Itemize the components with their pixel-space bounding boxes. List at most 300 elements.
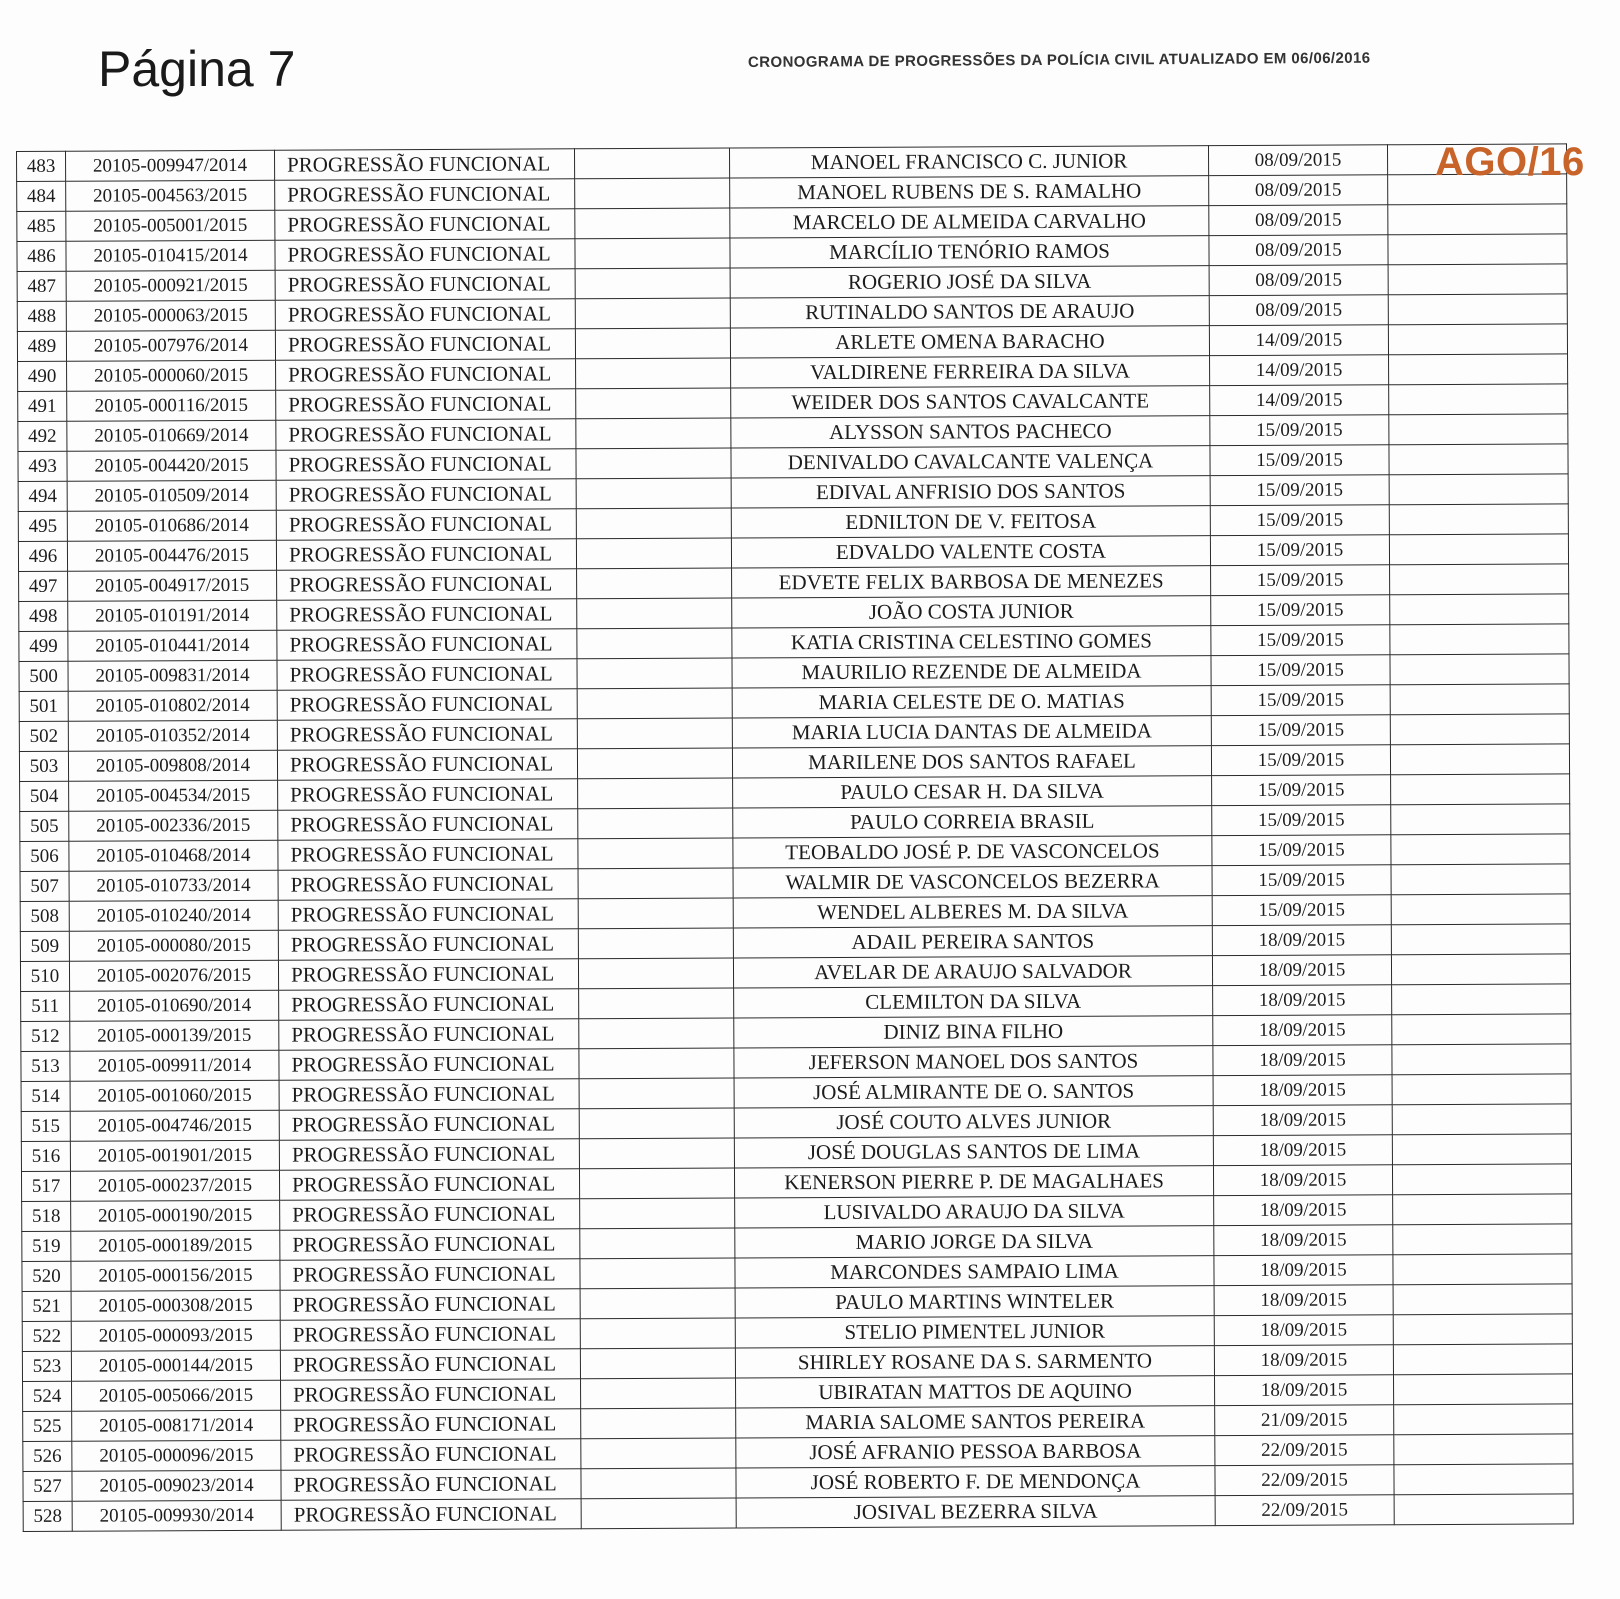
empty-cell bbox=[1389, 354, 1568, 385]
empty-cell bbox=[577, 628, 732, 659]
date-cell: 18/09/2015 bbox=[1214, 1255, 1393, 1286]
row-number-cell: 525 bbox=[23, 1411, 72, 1441]
progression-type-cell: PROGRESSÃO FUNCIONAL bbox=[276, 419, 576, 450]
progression-type-cell: PROGRESSÃO FUNCIONAL bbox=[280, 1319, 580, 1350]
empty-cell bbox=[1391, 774, 1570, 805]
date-cell: 14/09/2015 bbox=[1210, 385, 1389, 416]
empty-cell bbox=[1390, 654, 1569, 685]
row-number-cell: 528 bbox=[23, 1501, 72, 1531]
empty-cell bbox=[574, 148, 729, 179]
empty-cell bbox=[1390, 744, 1569, 775]
empty-cell bbox=[579, 1168, 734, 1199]
progression-type-cell: PROGRESSÃO FUNCIONAL bbox=[277, 719, 577, 750]
row-number-cell: 496 bbox=[18, 541, 67, 571]
progression-type-cell: PROGRESSÃO FUNCIONAL bbox=[278, 929, 578, 960]
employee-name-cell: AVELAR DE ARAUJO SALVADOR bbox=[733, 956, 1212, 988]
progression-type-cell: PROGRESSÃO FUNCIONAL bbox=[278, 959, 578, 990]
row-number-cell: 517 bbox=[21, 1171, 70, 1201]
progression-type-cell: PROGRESSÃO FUNCIONAL bbox=[276, 509, 576, 540]
row-number-cell: 504 bbox=[20, 781, 69, 811]
progression-type-cell: PROGRESSÃO FUNCIONAL bbox=[279, 989, 579, 1020]
date-cell: 08/09/2015 bbox=[1209, 295, 1388, 326]
row-number-cell: 526 bbox=[23, 1441, 72, 1471]
employee-name-cell: MARILENE DOS SANTOS RAFAEL bbox=[732, 746, 1211, 778]
row-number-cell: 514 bbox=[21, 1081, 70, 1111]
date-cell: 14/09/2015 bbox=[1209, 325, 1388, 356]
table-row bbox=[23, 1494, 1573, 1532]
empty-cell bbox=[1393, 1254, 1572, 1285]
date-cell: 18/09/2015 bbox=[1212, 955, 1391, 986]
empty-cell bbox=[576, 388, 731, 419]
progression-type-cell: PROGRESSÃO FUNCIONAL bbox=[278, 899, 578, 930]
employee-name-cell: RUTINALDO SANTOS DE ARAUJO bbox=[730, 296, 1209, 328]
date-cell: 15/09/2015 bbox=[1210, 535, 1389, 566]
progression-type-cell: PROGRESSÃO FUNCIONAL bbox=[281, 1499, 581, 1530]
progression-type-cell: PROGRESSÃO FUNCIONAL bbox=[281, 1439, 581, 1470]
process-number-cell: 20105-000308/2015 bbox=[71, 1290, 280, 1321]
employee-name-cell: PAULO CESAR H. DA SILVA bbox=[733, 776, 1212, 808]
progression-type-cell: PROGRESSÃO FUNCIONAL bbox=[275, 329, 575, 360]
employee-name-cell: KENERSON PIERRE P. DE MAGALHAES bbox=[734, 1166, 1213, 1198]
employee-name-cell: VALDIRENE FERREIRA DA SILVA bbox=[731, 356, 1210, 388]
empty-cell bbox=[1392, 1044, 1571, 1075]
employee-name-cell: JOSÉ COUTO ALVES JUNIOR bbox=[734, 1106, 1213, 1138]
row-number-cell: 484 bbox=[17, 181, 66, 211]
date-cell: 15/09/2015 bbox=[1211, 565, 1390, 596]
process-number-cell: 20105-009947/2014 bbox=[66, 150, 275, 181]
empty-cell bbox=[1393, 1374, 1572, 1405]
process-number-cell: 20105-010686/2014 bbox=[67, 510, 276, 541]
empty-cell bbox=[1390, 564, 1569, 595]
process-number-cell: 20105-004534/2015 bbox=[69, 780, 278, 811]
employee-name-cell: JOSÉ AFRANIO PESSOA BARBOSA bbox=[736, 1436, 1215, 1468]
employee-name-cell: JOSÉ ROBERTO F. DE MENDONÇA bbox=[736, 1466, 1215, 1498]
date-cell: 15/09/2015 bbox=[1212, 865, 1391, 896]
empty-cell bbox=[1388, 294, 1567, 325]
row-number-cell: 512 bbox=[21, 1021, 70, 1051]
date-cell: 18/09/2015 bbox=[1214, 1225, 1393, 1256]
process-number-cell: 20105-000063/2015 bbox=[66, 300, 275, 331]
empty-cell bbox=[581, 1498, 736, 1529]
process-number-cell: 20105-000144/2015 bbox=[71, 1350, 280, 1381]
progression-type-cell: PROGRESSÃO FUNCIONAL bbox=[280, 1259, 580, 1290]
date-cell: 08/09/2015 bbox=[1209, 265, 1388, 296]
empty-cell bbox=[1392, 984, 1571, 1015]
progression-type-cell: PROGRESSÃO FUNCIONAL bbox=[279, 1079, 579, 1110]
progression-type-cell: PROGRESSÃO FUNCIONAL bbox=[277, 659, 577, 690]
progression-type-cell: PROGRESSÃO FUNCIONAL bbox=[280, 1289, 580, 1320]
process-number-cell: 20105-010415/2014 bbox=[66, 240, 275, 271]
row-number-cell: 509 bbox=[20, 931, 69, 961]
employee-name-cell: MAURILIO REZENDE DE ALMEIDA bbox=[732, 656, 1211, 688]
row-number-cell: 507 bbox=[20, 871, 69, 901]
empty-cell bbox=[578, 868, 733, 899]
progression-type-cell: PROGRESSÃO FUNCIONAL bbox=[279, 1109, 579, 1140]
employee-name-cell: JOÃO COSTA JUNIOR bbox=[732, 596, 1211, 628]
date-cell: 15/09/2015 bbox=[1211, 745, 1390, 776]
row-number-cell: 523 bbox=[22, 1351, 71, 1381]
row-number-cell: 521 bbox=[22, 1291, 71, 1321]
empty-cell bbox=[1392, 1014, 1571, 1045]
empty-cell bbox=[576, 418, 731, 449]
empty-cell bbox=[576, 448, 731, 479]
empty-cell bbox=[1390, 714, 1569, 745]
process-number-cell: 20105-000080/2015 bbox=[69, 930, 278, 961]
empty-cell bbox=[579, 1108, 734, 1139]
empty-cell bbox=[1388, 234, 1567, 265]
date-cell: 15/09/2015 bbox=[1211, 655, 1390, 686]
progression-type-cell: PROGRESSÃO FUNCIONAL bbox=[277, 569, 577, 600]
empty-cell bbox=[1388, 204, 1567, 235]
date-cell: 15/09/2015 bbox=[1211, 685, 1390, 716]
process-number-cell: 20105-010802/2014 bbox=[68, 690, 277, 721]
empty-cell bbox=[581, 1408, 736, 1439]
row-number-cell: 508 bbox=[20, 901, 69, 931]
progression-type-cell: PROGRESSÃO FUNCIONAL bbox=[281, 1379, 581, 1410]
process-number-cell: 20105-000921/2015 bbox=[66, 270, 275, 301]
row-number-cell: 494 bbox=[18, 481, 67, 511]
employee-name-cell: MANOEL RUBENS DE S. RAMALHO bbox=[730, 176, 1209, 208]
employee-name-cell: DENIVALDO CAVALCANTE VALENÇA bbox=[731, 446, 1210, 478]
progression-type-cell: PROGRESSÃO FUNCIONAL bbox=[277, 749, 577, 780]
row-number-cell: 492 bbox=[18, 421, 67, 451]
empty-cell bbox=[1388, 324, 1567, 355]
row-number-cell: 511 bbox=[21, 991, 70, 1021]
empty-cell bbox=[580, 1348, 735, 1379]
progression-table bbox=[16, 143, 1574, 1532]
date-cell: 08/09/2015 bbox=[1208, 145, 1387, 176]
date-cell: 15/09/2015 bbox=[1211, 715, 1390, 746]
date-cell: 21/09/2015 bbox=[1215, 1405, 1394, 1436]
month-tag: AGO/16 bbox=[1435, 140, 1585, 184]
process-number-cell: 20105-004746/2015 bbox=[70, 1110, 279, 1141]
progression-type-cell: PROGRESSÃO FUNCIONAL bbox=[275, 269, 575, 300]
date-cell: 08/09/2015 bbox=[1209, 235, 1388, 266]
employee-name-cell: MARCÍLIO TENÓRIO RAMOS bbox=[730, 236, 1209, 268]
progression-table-body bbox=[17, 144, 1574, 1532]
date-cell: 18/09/2015 bbox=[1212, 925, 1391, 956]
employee-name-cell: PAULO CORREIA BRASIL bbox=[733, 806, 1212, 838]
process-number-cell: 20105-000190/2015 bbox=[71, 1200, 280, 1231]
process-number-cell: 20105-010509/2014 bbox=[67, 480, 276, 511]
employee-name-cell: WALMIR DE VASCONCELOS BEZERRA bbox=[733, 866, 1212, 898]
row-number-cell: 487 bbox=[17, 271, 66, 301]
empty-cell bbox=[578, 808, 733, 839]
empty-cell bbox=[1394, 1434, 1573, 1465]
date-cell: 15/09/2015 bbox=[1212, 775, 1391, 806]
date-cell: 15/09/2015 bbox=[1210, 415, 1389, 446]
empty-cell bbox=[1392, 1074, 1571, 1105]
employee-name-cell: CLEMILTON DA SILVA bbox=[734, 986, 1213, 1018]
empty-cell bbox=[577, 568, 732, 599]
row-number-cell: 483 bbox=[17, 151, 66, 181]
progression-type-cell: PROGRESSÃO FUNCIONAL bbox=[279, 1139, 579, 1170]
process-number-cell: 20105-002076/2015 bbox=[69, 960, 278, 991]
empty-cell bbox=[578, 838, 733, 869]
employee-name-cell: MANOEL FRANCISCO C. JUNIOR bbox=[729, 146, 1208, 178]
process-number-cell: 20105-010191/2014 bbox=[68, 600, 277, 631]
progression-type-cell: PROGRESSÃO FUNCIONAL bbox=[281, 1469, 581, 1500]
date-cell: 18/09/2015 bbox=[1214, 1375, 1393, 1406]
process-number-cell: 20105-002336/2015 bbox=[69, 810, 278, 841]
empty-cell bbox=[578, 778, 733, 809]
date-cell: 15/09/2015 bbox=[1210, 445, 1389, 476]
employee-name-cell: LUSIVALDO ARAUJO DA SILVA bbox=[735, 1196, 1214, 1228]
empty-cell bbox=[575, 178, 730, 209]
empty-cell bbox=[1389, 534, 1568, 565]
row-number-cell: 493 bbox=[18, 451, 67, 481]
process-number-cell: 20105-008171/2014 bbox=[72, 1410, 281, 1441]
process-number-cell: 20105-000116/2015 bbox=[67, 390, 276, 421]
process-number-cell: 20105-009831/2014 bbox=[68, 660, 277, 691]
empty-cell bbox=[1393, 1224, 1572, 1255]
employee-name-cell: JOSÉ DOUGLAS SANTOS DE LIMA bbox=[734, 1136, 1213, 1168]
date-cell: 15/09/2015 bbox=[1212, 835, 1391, 866]
employee-name-cell: MARIA LUCIA DANTAS DE ALMEIDA bbox=[732, 716, 1211, 748]
employee-name-cell: PAULO MARTINS WINTELER bbox=[735, 1286, 1214, 1318]
empty-cell bbox=[1389, 384, 1568, 415]
row-number-cell: 522 bbox=[22, 1321, 71, 1351]
date-cell: 15/09/2015 bbox=[1210, 475, 1389, 506]
employee-name-cell: WEIDER DOS SANTOS CAVALCANTE bbox=[731, 386, 1210, 418]
date-cell: 15/09/2015 bbox=[1210, 505, 1389, 536]
employee-name-cell: MARCELO DE ALMEIDA CARVALHO bbox=[730, 206, 1209, 238]
empty-cell bbox=[1392, 1104, 1571, 1135]
empty-cell bbox=[1391, 894, 1570, 925]
process-number-cell: 20105-004420/2015 bbox=[67, 450, 276, 481]
row-number-cell: 524 bbox=[23, 1381, 72, 1411]
progression-type-cell: PROGRESSÃO FUNCIONAL bbox=[278, 839, 578, 870]
date-cell: 22/09/2015 bbox=[1215, 1435, 1394, 1466]
empty-cell bbox=[575, 268, 730, 299]
row-number-cell: 499 bbox=[19, 631, 68, 661]
empty-cell bbox=[1389, 414, 1568, 445]
empty-cell bbox=[1389, 474, 1568, 505]
employee-name-cell: DINIZ BINA FILHO bbox=[734, 1016, 1213, 1048]
process-number-cell: 20105-009808/2014 bbox=[68, 750, 277, 781]
process-number-cell: 20105-001901/2015 bbox=[70, 1140, 279, 1171]
row-number-cell: 486 bbox=[17, 241, 66, 271]
process-number-cell: 20105-001060/2015 bbox=[70, 1080, 279, 1111]
empty-cell bbox=[1394, 1494, 1573, 1525]
row-number-cell: 510 bbox=[20, 961, 69, 991]
process-number-cell: 20105-000189/2015 bbox=[71, 1230, 280, 1261]
empty-cell bbox=[576, 508, 731, 539]
empty-cell bbox=[576, 478, 731, 509]
empty-cell bbox=[577, 598, 732, 629]
employee-name-cell: EDNILTON DE V. FEITOSA bbox=[731, 506, 1210, 538]
page-number-label: Página 7 bbox=[98, 41, 296, 97]
date-cell: 18/09/2015 bbox=[1214, 1345, 1393, 1376]
employee-name-cell: EDIVAL ANFRISIO DOS SANTOS bbox=[731, 476, 1210, 508]
empty-cell bbox=[581, 1438, 736, 1469]
empty-cell bbox=[576, 538, 731, 569]
process-number-cell: 20105-010352/2014 bbox=[68, 720, 277, 751]
employee-name-cell: JOSÉ ALMIRANTE DE O. SANTOS bbox=[734, 1076, 1213, 1108]
progression-type-cell: PROGRESSÃO FUNCIONAL bbox=[278, 869, 578, 900]
employee-name-cell: SHIRLEY ROSANE DA S. SARMENTO bbox=[735, 1346, 1214, 1378]
empty-cell bbox=[1391, 834, 1570, 865]
progression-type-cell: PROGRESSÃO FUNCIONAL bbox=[280, 1349, 580, 1380]
row-number-cell: 515 bbox=[21, 1111, 70, 1141]
progression-type-cell: PROGRESSÃO FUNCIONAL bbox=[278, 809, 578, 840]
process-number-cell: 20105-009911/2014 bbox=[70, 1050, 279, 1081]
empty-cell bbox=[581, 1468, 736, 1499]
date-cell: 18/09/2015 bbox=[1213, 1015, 1392, 1046]
date-cell: 18/09/2015 bbox=[1213, 1165, 1392, 1196]
empty-cell bbox=[1389, 444, 1568, 475]
employee-name-cell: MARIA SALOME SANTOS PEREIRA bbox=[736, 1406, 1215, 1438]
row-number-cell: 497 bbox=[19, 571, 68, 601]
empty-cell bbox=[576, 358, 731, 389]
process-number-cell: 20105-010441/2014 bbox=[68, 630, 277, 661]
process-number-cell: 20105-010690/2014 bbox=[70, 990, 279, 1021]
empty-cell bbox=[1390, 594, 1569, 625]
row-number-cell: 519 bbox=[22, 1231, 71, 1261]
row-number-cell: 505 bbox=[20, 811, 69, 841]
date-cell: 22/09/2015 bbox=[1215, 1495, 1394, 1526]
date-cell: 15/09/2015 bbox=[1211, 595, 1390, 626]
empty-cell bbox=[1393, 1284, 1572, 1315]
empty-cell bbox=[578, 928, 733, 959]
progression-type-cell: PROGRESSÃO FUNCIONAL bbox=[280, 1199, 580, 1230]
progression-type-cell: PROGRESSÃO FUNCIONAL bbox=[279, 1049, 579, 1080]
employee-name-cell: ARLETE OMENA BARACHO bbox=[730, 326, 1209, 358]
process-number-cell: 20105-010669/2014 bbox=[67, 420, 276, 451]
empty-cell bbox=[1390, 684, 1569, 715]
empty-cell bbox=[1391, 924, 1570, 955]
date-cell: 08/09/2015 bbox=[1209, 175, 1388, 206]
progression-type-cell: PROGRESSÃO FUNCIONAL bbox=[276, 359, 576, 390]
row-number-cell: 520 bbox=[22, 1261, 71, 1291]
empty-cell bbox=[1393, 1314, 1572, 1345]
empty-cell bbox=[581, 1378, 736, 1409]
process-number-cell: 20105-000096/2015 bbox=[72, 1440, 281, 1471]
employee-name-cell: MARIO JORGE DA SILVA bbox=[735, 1226, 1214, 1258]
progression-type-cell: PROGRESSÃO FUNCIONAL bbox=[275, 179, 575, 210]
employee-name-cell: MARCONDES SAMPAIO LIMA bbox=[735, 1256, 1214, 1288]
row-number-cell: 501 bbox=[19, 691, 68, 721]
date-cell: 22/09/2015 bbox=[1215, 1465, 1394, 1496]
process-number-cell: 20105-005066/2015 bbox=[72, 1380, 281, 1411]
progression-type-cell: PROGRESSÃO FUNCIONAL bbox=[275, 209, 575, 240]
process-number-cell: 20105-000139/2015 bbox=[70, 1020, 279, 1051]
row-number-cell: 513 bbox=[21, 1051, 70, 1081]
progression-type-cell: PROGRESSÃO FUNCIONAL bbox=[278, 779, 578, 810]
process-number-cell: 20105-004563/2015 bbox=[66, 180, 275, 211]
date-cell: 18/09/2015 bbox=[1213, 1075, 1392, 1106]
process-number-cell: 20105-009023/2014 bbox=[72, 1470, 281, 1501]
progression-type-cell: PROGRESSÃO FUNCIONAL bbox=[277, 689, 577, 720]
date-cell: 18/09/2015 bbox=[1213, 1135, 1392, 1166]
progression-type-cell: PROGRESSÃO FUNCIONAL bbox=[279, 1019, 579, 1050]
date-cell: 18/09/2015 bbox=[1213, 1105, 1392, 1136]
empty-cell bbox=[1394, 1404, 1573, 1435]
empty-cell bbox=[580, 1288, 735, 1319]
row-number-cell: 485 bbox=[17, 211, 66, 241]
date-cell: 15/09/2015 bbox=[1212, 805, 1391, 836]
employee-name-cell: MARIA CELESTE DE O. MATIAS bbox=[732, 686, 1211, 718]
process-number-cell: 20105-000156/2015 bbox=[71, 1260, 280, 1291]
employee-name-cell: JOSIVAL BEZERRA SILVA bbox=[736, 1496, 1215, 1528]
employee-name-cell: KATIA CRISTINA CELESTINO GOMES bbox=[732, 626, 1211, 658]
employee-name-cell: JEFERSON MANOEL DOS SANTOS bbox=[734, 1046, 1213, 1078]
progression-type-cell: PROGRESSÃO FUNCIONAL bbox=[281, 1409, 581, 1440]
empty-cell bbox=[1394, 1464, 1573, 1495]
empty-cell bbox=[579, 1018, 734, 1049]
date-cell: 18/09/2015 bbox=[1214, 1285, 1393, 1316]
empty-cell bbox=[577, 718, 732, 749]
empty-cell bbox=[580, 1198, 735, 1229]
empty-cell bbox=[577, 688, 732, 719]
progression-type-cell: PROGRESSÃO FUNCIONAL bbox=[275, 239, 575, 270]
process-number-cell: 20105-010240/2014 bbox=[69, 900, 278, 931]
progression-type-cell: PROGRESSÃO FUNCIONAL bbox=[279, 1169, 579, 1200]
empty-cell bbox=[580, 1318, 735, 1349]
date-cell: 15/09/2015 bbox=[1212, 895, 1391, 926]
empty-cell bbox=[579, 988, 734, 1019]
process-number-cell: 20105-010733/2014 bbox=[69, 870, 278, 901]
employee-name-cell: UBIRATAN MATTOS DE AQUINO bbox=[736, 1376, 1215, 1408]
row-number-cell: 503 bbox=[19, 751, 68, 781]
empty-cell bbox=[1392, 1134, 1571, 1165]
progression-type-cell: PROGRESSÃO FUNCIONAL bbox=[274, 149, 574, 180]
document-title: CRONOGRAMA DE PROGRESSÕES DA POLÍCIA CIVIL ATUALIZADO EM 06/06/2016 bbox=[747, 49, 1371, 71]
row-number-cell: 506 bbox=[20, 841, 69, 871]
date-cell: 08/09/2015 bbox=[1209, 205, 1388, 236]
progression-type-cell: PROGRESSÃO FUNCIONAL bbox=[277, 629, 577, 660]
employee-name-cell: ROGERIO JOSÉ DA SILVA bbox=[730, 266, 1209, 298]
process-number-cell: 20105-000093/2015 bbox=[71, 1320, 280, 1351]
empty-cell bbox=[577, 658, 732, 689]
employee-name-cell: EDVALDO VALENTE COSTA bbox=[731, 536, 1210, 568]
progression-type-cell: PROGRESSÃO FUNCIONAL bbox=[275, 299, 575, 330]
empty-cell bbox=[1389, 504, 1568, 535]
process-number-cell: 20105-004476/2015 bbox=[67, 540, 276, 571]
empty-cell bbox=[575, 298, 730, 329]
progression-type-cell: PROGRESSÃO FUNCIONAL bbox=[276, 389, 576, 420]
row-number-cell: 498 bbox=[19, 601, 68, 631]
row-number-cell: 490 bbox=[18, 361, 67, 391]
row-number-cell: 527 bbox=[23, 1471, 72, 1501]
empty-cell bbox=[1390, 624, 1569, 655]
empty-cell bbox=[578, 958, 733, 989]
empty-cell bbox=[1392, 1164, 1571, 1195]
employee-name-cell: ALYSSON SANTOS PACHECO bbox=[731, 416, 1210, 448]
empty-cell bbox=[575, 328, 730, 359]
process-number-cell: 20105-005001/2015 bbox=[66, 210, 275, 241]
row-number-cell: 516 bbox=[21, 1141, 70, 1171]
progression-type-cell: PROGRESSÃO FUNCIONAL bbox=[276, 479, 576, 510]
empty-cell bbox=[575, 238, 730, 269]
date-cell: 18/09/2015 bbox=[1213, 1045, 1392, 1076]
employee-name-cell: ADAIL PEREIRA SANTOS bbox=[733, 926, 1212, 958]
empty-cell bbox=[1391, 864, 1570, 895]
process-number-cell: 20105-007976/2014 bbox=[66, 330, 275, 361]
progression-type-cell: PROGRESSÃO FUNCIONAL bbox=[276, 449, 576, 480]
empty-cell bbox=[579, 1138, 734, 1169]
empty-cell bbox=[1393, 1194, 1572, 1225]
row-number-cell: 489 bbox=[17, 331, 66, 361]
empty-cell bbox=[580, 1228, 735, 1259]
employee-name-cell: EDVETE FELIX BARBOSA DE MENEZES bbox=[732, 566, 1211, 598]
process-number-cell: 20105-004917/2015 bbox=[68, 570, 277, 601]
row-number-cell: 495 bbox=[18, 511, 67, 541]
row-number-cell: 518 bbox=[22, 1201, 71, 1231]
date-cell: 15/09/2015 bbox=[1211, 625, 1390, 656]
row-number-cell: 500 bbox=[19, 661, 68, 691]
empty-cell bbox=[580, 1258, 735, 1289]
